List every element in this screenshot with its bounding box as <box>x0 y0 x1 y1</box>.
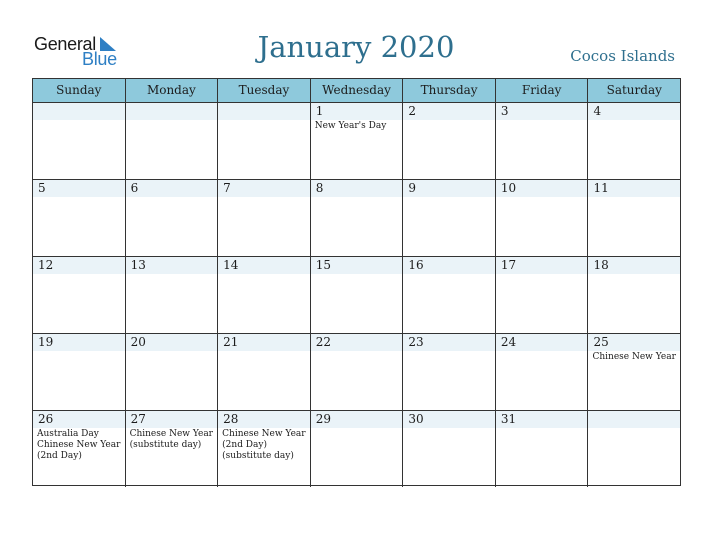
day-number: 19 <box>38 335 54 349</box>
day-number-band <box>496 103 588 120</box>
day-cell <box>126 180 219 256</box>
day-number-band <box>126 180 218 197</box>
day-number: 23 <box>408 335 424 349</box>
holiday-label: Chinese New Year <box>592 352 676 362</box>
week-row <box>33 102 680 179</box>
day-number: 12 <box>38 258 54 272</box>
week-row <box>33 333 680 410</box>
weekday-wednesday: Wednesday <box>311 79 404 102</box>
day-number: 16 <box>408 258 424 272</box>
day-number-band <box>588 411 680 428</box>
day-number: 13 <box>130 258 146 272</box>
day-number-band <box>33 180 125 197</box>
day-number: 28 <box>223 412 239 426</box>
day-number: 22 <box>315 335 332 349</box>
week-row <box>33 256 680 333</box>
day-number: 17 <box>500 258 517 272</box>
day-cell <box>218 334 311 410</box>
day-cell <box>403 411 496 487</box>
holiday-label: Australia Day Chinese New Year (2nd Day) <box>37 429 121 461</box>
day-cell <box>126 257 219 333</box>
day-cell <box>403 334 496 410</box>
weekday-monday: Monday <box>126 79 219 102</box>
weekday-tuesday: Tuesday <box>218 79 311 102</box>
calendar-title: January 2020 <box>257 30 455 64</box>
day-number: 27 <box>130 412 146 426</box>
day-number: 8 <box>315 181 324 195</box>
holiday-label: Chinese New Year (2nd Day) (substitute day) <box>222 429 306 461</box>
day-number: 10 <box>500 181 517 195</box>
day-number: 11 <box>593 181 609 195</box>
day-number: 18 <box>593 258 609 272</box>
day-cell <box>496 411 589 487</box>
holiday-label: Chinese New Year (substitute day) <box>129 429 213 450</box>
day-number: 20 <box>130 335 146 349</box>
day-number-band <box>33 103 125 120</box>
logo-text-general: General <box>34 34 96 54</box>
day-cell <box>496 334 589 410</box>
day-cell <box>33 103 126 179</box>
day-number: 29 <box>315 412 332 426</box>
calendar-grid <box>32 78 681 486</box>
logo-text-blue: Blue <box>82 49 117 69</box>
day-cell <box>33 334 126 410</box>
day-cell <box>588 411 680 487</box>
weekday-friday: Friday <box>496 79 589 102</box>
day-number: 15 <box>315 258 332 272</box>
day-cell <box>126 103 219 179</box>
day-cell <box>588 334 680 410</box>
day-cell <box>311 257 404 333</box>
day-cell <box>588 103 680 179</box>
day-number: 14 <box>223 258 239 272</box>
day-number: 7 <box>223 181 231 195</box>
day-cell <box>126 411 219 487</box>
day-cell <box>218 103 311 179</box>
day-number-band <box>218 180 310 197</box>
weekday-saturday: Saturday <box>606 83 662 97</box>
day-number: 5 <box>38 181 46 195</box>
weekday-header <box>33 79 680 103</box>
day-number: 9 <box>408 181 416 195</box>
day-cell <box>496 257 589 333</box>
day-cell <box>403 257 496 333</box>
weekday-thursday: Thursday <box>403 79 496 102</box>
day-number-band <box>126 103 218 120</box>
day-number-band <box>311 103 403 120</box>
week-row <box>33 179 680 256</box>
day-cell <box>311 411 404 487</box>
day-cell <box>311 180 404 256</box>
day-cell <box>218 411 311 487</box>
day-number: 1 <box>315 104 324 118</box>
day-number: 6 <box>130 181 139 195</box>
day-number-band <box>403 103 495 120</box>
day-cell <box>33 411 126 487</box>
day-number: 26 <box>38 412 54 426</box>
day-number: 25 <box>593 335 609 349</box>
day-cell <box>588 180 680 256</box>
week-row <box>33 410 680 487</box>
day-cell <box>218 180 311 256</box>
day-number: 24 <box>500 335 517 349</box>
day-number: 3 <box>500 104 509 118</box>
day-cell <box>496 180 589 256</box>
day-cell <box>311 334 404 410</box>
day-number: 4 <box>593 104 602 118</box>
day-number: 21 <box>223 335 239 349</box>
day-cell <box>218 257 311 333</box>
day-cell <box>588 257 680 333</box>
day-number-band <box>588 103 680 120</box>
day-cell <box>311 103 404 179</box>
day-cell <box>33 257 126 333</box>
day-number: 30 <box>408 412 424 426</box>
holiday-label: New Year's Day <box>314 121 387 131</box>
day-cell <box>126 334 219 410</box>
day-cell <box>403 103 496 179</box>
day-number-band <box>403 180 495 197</box>
day-number-band <box>311 180 403 197</box>
day-number: 31 <box>500 412 517 426</box>
day-number: 2 <box>408 104 416 118</box>
day-number-band <box>218 103 310 120</box>
weekday-sunday: Sunday <box>33 79 126 102</box>
day-cell <box>496 103 589 179</box>
region-label: Cocos Islands <box>570 47 675 65</box>
day-cell <box>403 180 496 256</box>
day-cell <box>33 180 126 256</box>
